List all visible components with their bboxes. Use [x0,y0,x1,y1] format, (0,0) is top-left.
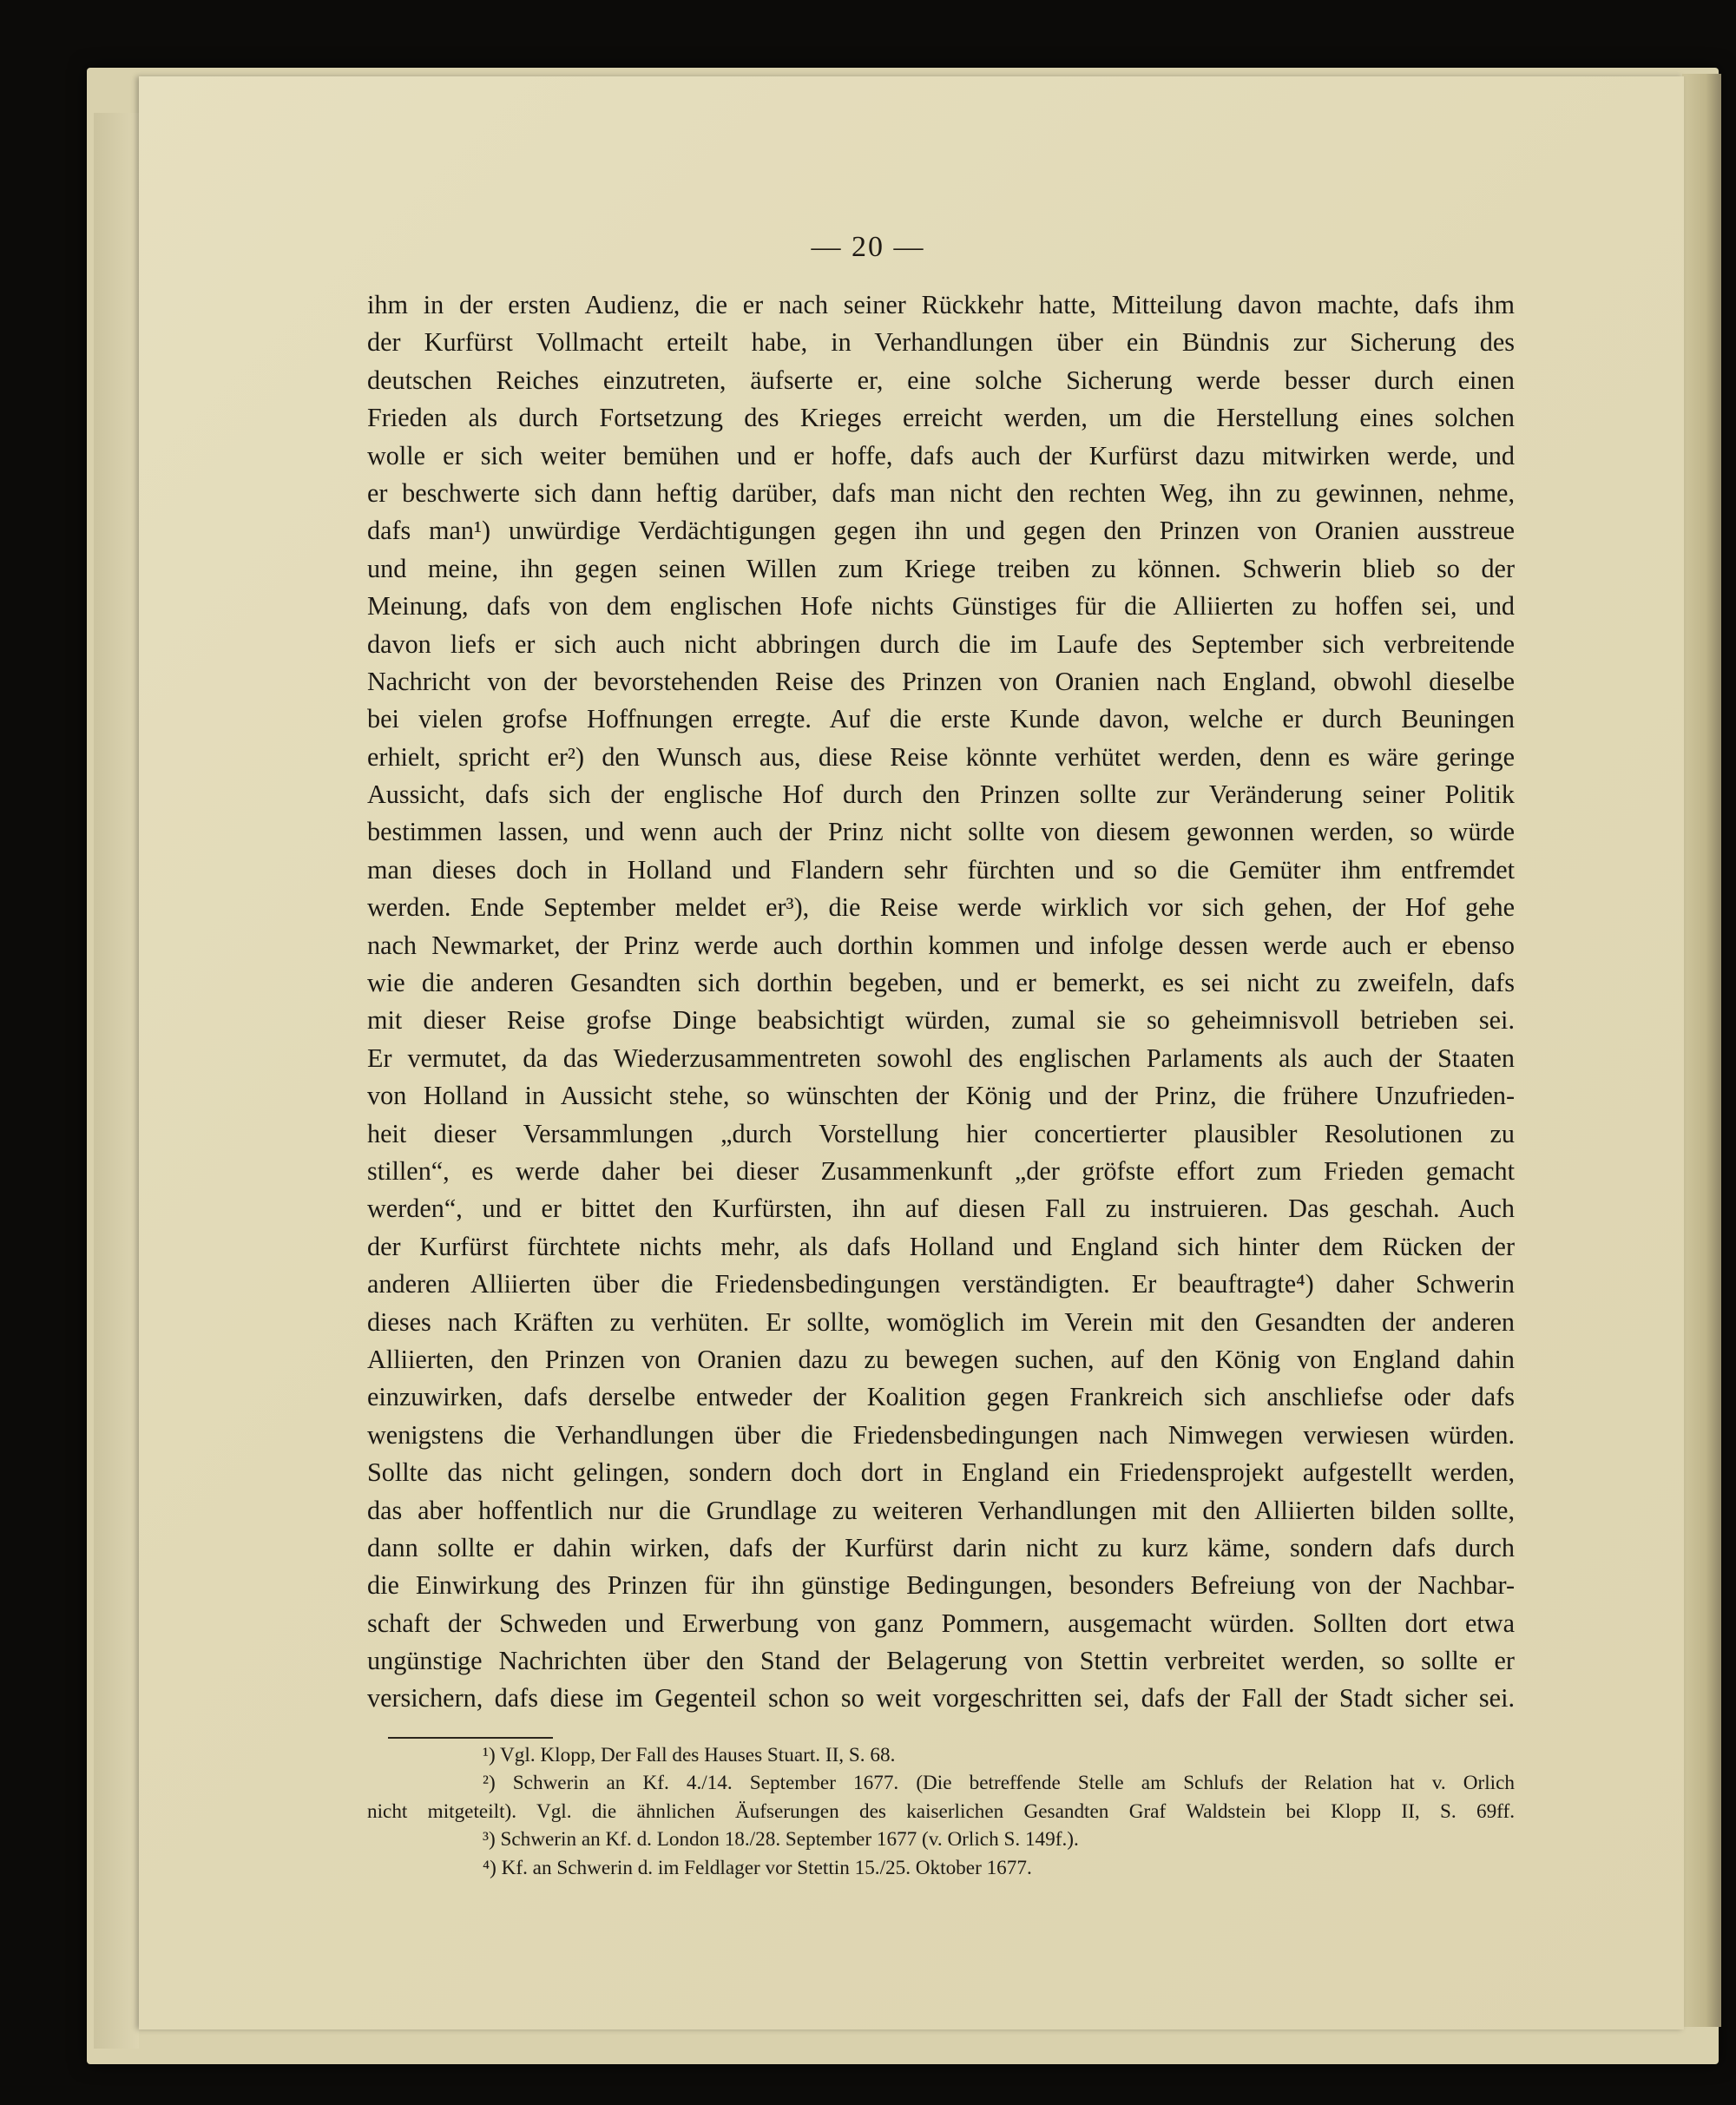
text-line: wie die anderen Gesandten sich dorthin begeben, und er bemerkt, es sei nicht zu zweifeln, dafs [367,968,1515,998]
text-line: Alliierten, den Prinzen von Oranien dazu zu bewegen suchen, auf den König von England dahin [367,1344,1515,1374]
text-line: werden. Ende September meldet er³), die Reise werde wirklich vor sich gehen, der Hof gehe [367,892,1515,923]
text-line: Sollte das nicht gelingen, sondern doch dort in England ein Friedensprojekt aufgestellt werden, [367,1457,1515,1488]
footnote-3: ³) Schwerin an Kf. d. London 18./28. September 1677 (v. Orlich S. 149f.). [483,1828,1079,1852]
text-line: das aber hoffentlich nur die Grundlage zu weiteren Verhandlungen mit den Alliierten bilden sollte, [367,1495,1515,1525]
text-line: der Kurfürst fürchtete nichts mehr, als dafs Holland und England sich hinter dem Rücken der [367,1231,1515,1261]
text-line: Aussicht, dafs sich der englische Hof durch den Prinzen sollte zur Veränderung seiner Politik [367,780,1515,810]
footnotes [367,1741,1515,1882]
text-line: Meinung, dafs von dem englischen Hofe nichts Günstiges für die Alliierten zu hoffen sei, und [367,591,1515,622]
text-line: nach Newmarket, der Prinz werde auch dorthin kommen und infolge dessen werde auch er ebenso [367,930,1515,960]
text-line: wolle er sich weiter bemühen und er hoffe, dafs auch der Kurfürst dazu mitwirken werde, und [367,440,1515,470]
text-line: anderen Alliierten über die Friedensbedingungen verständigten. Er beauftragte⁴) daher Schwerin [367,1269,1515,1299]
page-edge [1682,74,1721,2027]
text-line: bestimmen lassen, und wenn auch der Prinz nicht sollte von diesem gewonnen werden, so würde [367,817,1515,847]
text-line: einzuwirken, dafs derselbe entweder der Koalition gegen Frankreich sich anschliefse oder dafs [367,1382,1515,1412]
footnote-4: ⁴) Kf. an Schwerin d. im Feldlager vor Stettin 15./25. Oktober 1677. [483,1856,1032,1879]
text-line: dieses nach Kräften zu verhüten. Er sollte, womöglich im Verein mit den Gesandten der anderen [367,1306,1515,1337]
footnote-divider [388,1737,553,1739]
text-line: er beschwerte sich dann heftig darüber, dafs man nicht den rechten Weg, ihn zu gewinnen, nehme, [367,477,1515,508]
page-left-strip [94,113,139,2049]
footnote-2: ²) Schwerin an Kf. 4./14. September 1677. (Die betreffende Stelle am Schlufs der Relation hat v. Orlich [483,1772,1515,1795]
text-line: der Kurfürst Vollmacht erteilt habe, in Verhandlungen über ein Bündnis zur Sicherung des [367,327,1515,358]
text-line: erhielt, spricht er²) den Wunsch aus, diese Reise könnte verhütet werden, denn es wäre geringe [367,741,1515,772]
text-line: davon liefs er sich auch nicht abbringen durch die im Laufe des September sich verbreitende [367,628,1515,659]
text-line: Nachricht von der bevorstehenden Reise des Prinzen von Oranien nach England, obwohl dieselbe [367,666,1515,696]
text-line: heit dieser Versammlungen „durch Vorstellung hier concertierter plausibler Resolutionen zu [367,1118,1515,1148]
page-number: — 20 — [811,231,925,263]
text-line: Er vermutet, da das Wiederzusammentreten sowohl des englischen Parlaments als auch der Staaten [367,1043,1515,1073]
text-line: werden“, und er bittet den Kurfürsten, ihn auf diesen Fall zu instruieren. Das geschah. Auch [367,1194,1515,1224]
text-line: schaft der Schweden und Erwerbung von ganz Pommern, ausgemacht würden. Sollten dort etwa [367,1608,1515,1638]
body-text [367,286,1515,1718]
text-line: von Holland in Aussicht stehe, so wünschten der König und der Prinz, die frühere Unzufrieden- [367,1081,1515,1111]
footnote-2-continued: nicht mitgeteilt). Vgl. die ähnlichen Äufserungen des kaiserlichen Gesandten Graf Waldstein bei Klopp II, S. 69ff. [367,1799,1515,1823]
text-line: stillen“, es werde daher bei dieser Zusammenkunft „der gröfste effort zum Frieden gemacht [367,1155,1515,1186]
text-line: dann sollte er dahin wirken, dafs der Kurfürst darin nicht zu kurz käme, sondern dafs durch [367,1532,1515,1562]
text-line: man dieses doch in Holland und Flandern sehr fürchten und so die Gemüter ihm entfremdet [367,854,1515,885]
text-line: und meine, ihn gegen seinen Willen zum Kriege treiben zu können. Schwerin blieb so der [367,553,1515,583]
text-line: mit dieser Reise grofse Dinge beabsichtigt würden, zumal sie so geheimnisvoll betrieben sei. [367,1005,1515,1036]
text-line: die Einwirkung des Prinzen für ihn günstige Bedingungen, besonders Befreiung von der Nachbar- [367,1570,1515,1601]
text-line: wenigstens die Verhandlungen über die Friedensbedingungen nach Nimwegen verwiesen würden. [367,1419,1515,1450]
text-line: ungünstige Nachrichten über den Stand der Belagerung von Stettin verbreitet werden, so sollte er [367,1646,1515,1676]
text-line: deutschen Reiches einzutreten, äufserte er, eine solche Sicherung werde besser durch einen [367,365,1515,395]
text-line: Frieden als durch Fortsetzung des Krieges erreicht werden, um die Herstellung eines solchen [367,403,1515,433]
footnote-1: ¹) Vgl. Klopp, Der Fall des Hauses Stuart. II, S. 68. [483,1744,896,1766]
text-line: bei vielen grofse Hoffnungen erregte. Auf die erste Kunde davon, welche er durch Beuningen [367,704,1515,734]
text-line: dafs man¹) unwürdige Verdächtigungen gegen ihn und gegen den Prinzen von Oranien ausstreue [367,516,1515,546]
text-line: ihm in der ersten Audienz, die er nach seiner Rückkehr hatte, Mitteilung davon machte, dafs ihm [367,290,1515,319]
text-line: versichern, dafs diese im Gegenteil schon so weit vorgeschritten sei, dafs der Fall der Stadt sicher sei. [367,1683,1515,1714]
